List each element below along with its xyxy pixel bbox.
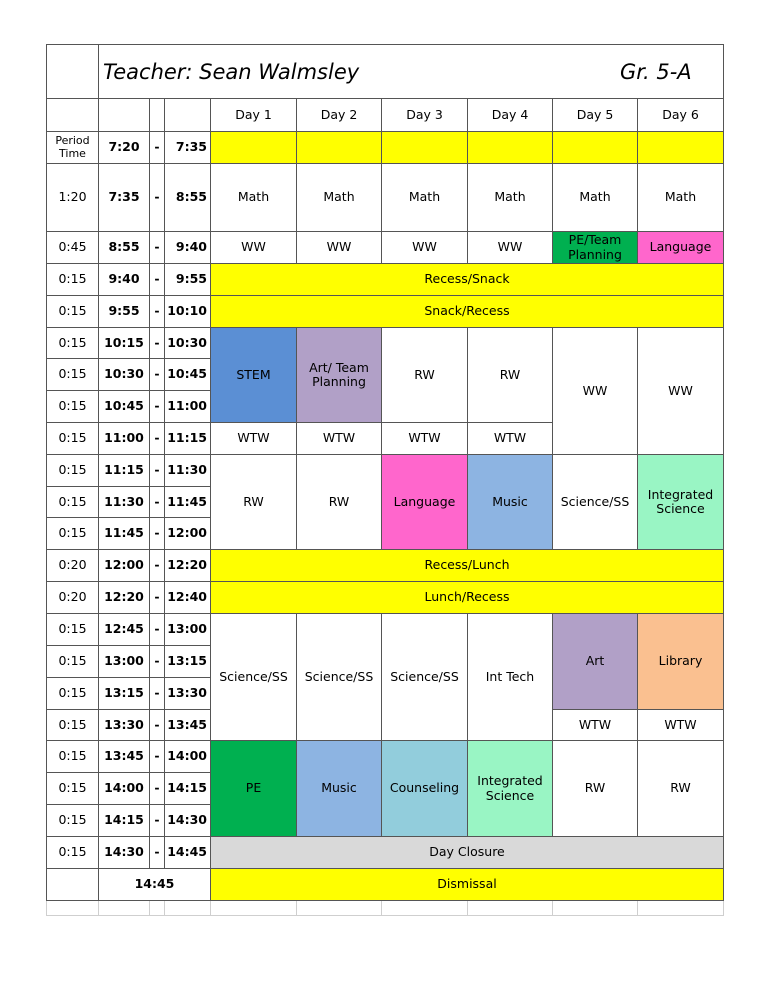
duration-cell: Period Time xyxy=(46,132,99,164)
end-time: 13:45 xyxy=(165,710,211,741)
block-blank xyxy=(211,132,297,164)
time-dash: - xyxy=(150,805,165,837)
duration-cell: 0:15 xyxy=(46,328,99,359)
block-rw: RW xyxy=(553,741,638,837)
block-music: Music xyxy=(297,741,382,837)
end-time: 9:55 xyxy=(165,264,211,296)
duration-cell: 0:15 xyxy=(46,423,99,455)
end-time: 14:30 xyxy=(165,805,211,837)
start-time: 13:00 xyxy=(99,646,150,678)
block-wtw: WTW xyxy=(211,423,297,455)
duration-cell: 0:15 xyxy=(46,614,99,646)
end-time: 8:55 xyxy=(165,164,211,232)
block-rw: RW xyxy=(468,328,553,423)
start-time: 9:40 xyxy=(99,264,150,296)
end-time: 14:15 xyxy=(165,773,211,805)
duration-cell: 0:15 xyxy=(46,741,99,773)
end-time: 12:40 xyxy=(165,582,211,614)
trailing-blank-cell xyxy=(99,901,150,916)
start-time: 11:45 xyxy=(99,518,150,550)
start-time: 11:00 xyxy=(99,423,150,455)
block-music: Music xyxy=(468,455,553,550)
duration-cell: 0:15 xyxy=(46,455,99,487)
duration-cell: 0:15 xyxy=(46,391,99,423)
time-dash: - xyxy=(150,678,165,710)
header-blank-dash xyxy=(150,99,165,132)
end-time: 11:30 xyxy=(165,455,211,487)
block-blank xyxy=(382,132,468,164)
start-time: 7:35 xyxy=(99,164,150,232)
end-time: 11:15 xyxy=(165,423,211,455)
start-time: 13:45 xyxy=(99,741,150,773)
duration-cell: 0:20 xyxy=(46,582,99,614)
end-time: 12:00 xyxy=(165,518,211,550)
trailing-blank-cell xyxy=(297,901,382,916)
block-ww: WW xyxy=(638,328,724,455)
block-language: Language xyxy=(638,232,724,264)
duration-cell: 0:15 xyxy=(46,678,99,710)
time-dash: - xyxy=(150,582,165,614)
time-dash: - xyxy=(150,518,165,550)
start-time: 10:30 xyxy=(99,359,150,391)
block-math: Math xyxy=(638,164,724,232)
start-time: 12:20 xyxy=(99,582,150,614)
time-dash: - xyxy=(150,296,165,328)
block-rw: RW xyxy=(211,455,297,550)
start-time: 10:45 xyxy=(99,391,150,423)
start-time: 14:00 xyxy=(99,773,150,805)
block-art-team-planning: Art/ Team Planning xyxy=(297,328,382,423)
start-time: 9:55 xyxy=(99,296,150,328)
end-time: 10:45 xyxy=(165,359,211,391)
time-dash: - xyxy=(150,614,165,646)
end-time: 12:20 xyxy=(165,550,211,582)
duration-cell: 0:20 xyxy=(46,550,99,582)
duration-cell: 0:15 xyxy=(46,710,99,741)
time-dash: - xyxy=(150,423,165,455)
day-header-1: Day 1 xyxy=(211,99,297,132)
trailing-blank-cell xyxy=(150,901,165,916)
day-header-3: Day 3 xyxy=(382,99,468,132)
trailing-blank-cell xyxy=(638,901,724,916)
start-time: 14:30 xyxy=(99,837,150,869)
end-time: 13:30 xyxy=(165,678,211,710)
header-blank-end xyxy=(165,99,211,132)
time-dash: - xyxy=(150,455,165,487)
block-wtw: WTW xyxy=(468,423,553,455)
time-dash: - xyxy=(150,264,165,296)
block-blank xyxy=(638,132,724,164)
block-ww: WW xyxy=(382,232,468,264)
block-blank xyxy=(297,132,382,164)
block-pe: PE xyxy=(211,741,297,837)
block-recess-lunch: Recess/Lunch xyxy=(211,550,724,582)
block-math: Math xyxy=(553,164,638,232)
time-dash: - xyxy=(150,646,165,678)
block-language: Language xyxy=(382,455,468,550)
duration-cell: 0:45 xyxy=(46,232,99,264)
teacher-name: Teacher: Sean Walmsley xyxy=(103,60,360,84)
time-dash: - xyxy=(150,232,165,264)
start-time: 12:45 xyxy=(99,614,150,646)
end-time: 9:40 xyxy=(165,232,211,264)
end-time: 14:45 xyxy=(165,837,211,869)
block-rw: RW xyxy=(638,741,724,837)
trailing-blank-cell xyxy=(46,901,99,916)
block-ww: WW xyxy=(211,232,297,264)
block-science-ss: Science/SS xyxy=(553,455,638,550)
start-time: 7:20 xyxy=(99,132,150,164)
end-time: 11:45 xyxy=(165,487,211,518)
time-dash: - xyxy=(150,837,165,869)
duration-cell: 0:15 xyxy=(46,264,99,296)
end-time: 7:35 xyxy=(165,132,211,164)
end-time: 10:30 xyxy=(165,328,211,359)
start-time: 12:00 xyxy=(99,550,150,582)
time-dash: - xyxy=(150,741,165,773)
duration-cell: 0:15 xyxy=(46,837,99,869)
start-time: 11:15 xyxy=(99,455,150,487)
block-math: Math xyxy=(211,164,297,232)
block-dismissal: Dismissal xyxy=(211,869,724,901)
time-dash: - xyxy=(150,359,165,391)
grade-label: Gr. 5-A xyxy=(620,60,692,84)
block-int-tech: Int Tech xyxy=(468,614,553,741)
trailing-blank-cell xyxy=(211,901,297,916)
time-dash: - xyxy=(150,773,165,805)
trailing-blank-cell xyxy=(553,901,638,916)
block-ww: WW xyxy=(553,328,638,455)
duration-cell: 0:15 xyxy=(46,487,99,518)
block-integrated-science: Integrated Science xyxy=(468,741,553,837)
block-art: Art xyxy=(553,614,638,710)
duration-cell: 0:15 xyxy=(46,773,99,805)
dismissal-blank xyxy=(46,869,99,901)
start-time: 14:15 xyxy=(99,805,150,837)
block-counseling: Counseling xyxy=(382,741,468,837)
time-dash: - xyxy=(150,328,165,359)
trailing-blank-cell xyxy=(468,901,553,916)
time-dash: - xyxy=(150,391,165,423)
block-wtw: WTW xyxy=(638,710,724,741)
block-stem: STEM xyxy=(211,328,297,423)
trailing-blank-cell xyxy=(382,901,468,916)
block-science-ss: Science/SS xyxy=(297,614,382,741)
time-dash: - xyxy=(150,487,165,518)
block-science-ss: Science/SS xyxy=(382,614,468,741)
start-time: 8:55 xyxy=(99,232,150,264)
time-dash: - xyxy=(150,710,165,741)
block-ww: WW xyxy=(468,232,553,264)
start-time: 13:30 xyxy=(99,710,150,741)
duration-cell: 0:15 xyxy=(46,646,99,678)
block-recess-snack: Recess/Snack xyxy=(211,264,724,296)
start-time: 10:15 xyxy=(99,328,150,359)
duration-cell: 0:15 xyxy=(46,518,99,550)
dismissal-time: 14:45 xyxy=(99,869,211,901)
header-blank-start xyxy=(99,99,150,132)
duration-cell: 0:15 xyxy=(46,296,99,328)
day-header-2: Day 2 xyxy=(297,99,382,132)
end-time: 10:10 xyxy=(165,296,211,328)
start-time: 11:30 xyxy=(99,487,150,518)
block-math: Math xyxy=(297,164,382,232)
end-time: 13:15 xyxy=(165,646,211,678)
block-wtw: WTW xyxy=(382,423,468,455)
block-day-closure: Day Closure xyxy=(211,837,724,869)
block-pe-team-planning: PE/Team Planning xyxy=(553,232,638,264)
block-ww: WW xyxy=(297,232,382,264)
day-header-4: Day 4 xyxy=(468,99,553,132)
corner-cell xyxy=(46,44,99,99)
block-blank xyxy=(553,132,638,164)
block-wtw: WTW xyxy=(297,423,382,455)
header-blank-duration xyxy=(46,99,99,132)
day-header-6: Day 6 xyxy=(638,99,724,132)
block-snack-recess: Snack/Recess xyxy=(211,296,724,328)
block-math: Math xyxy=(382,164,468,232)
block-math: Math xyxy=(468,164,553,232)
block-integrated-science: Integrated Science xyxy=(638,455,724,550)
block-lunch-recess: Lunch/Recess xyxy=(211,582,724,614)
block-rw: RW xyxy=(382,328,468,423)
time-dash: - xyxy=(150,550,165,582)
time-dash: - xyxy=(150,164,165,232)
duration-cell: 1:20 xyxy=(46,164,99,232)
end-time: 13:00 xyxy=(165,614,211,646)
block-science-ss: Science/SS xyxy=(211,614,297,741)
day-header-5: Day 5 xyxy=(553,99,638,132)
block-wtw: WTW xyxy=(553,710,638,741)
block-blank xyxy=(468,132,553,164)
block-rw: RW xyxy=(297,455,382,550)
end-time: 11:00 xyxy=(165,391,211,423)
trailing-blank-cell xyxy=(165,901,211,916)
end-time: 14:00 xyxy=(165,741,211,773)
start-time: 13:15 xyxy=(99,678,150,710)
duration-cell: 0:15 xyxy=(46,805,99,837)
block-library: Library xyxy=(638,614,724,710)
time-dash: - xyxy=(150,132,165,164)
duration-cell: 0:15 xyxy=(46,359,99,391)
